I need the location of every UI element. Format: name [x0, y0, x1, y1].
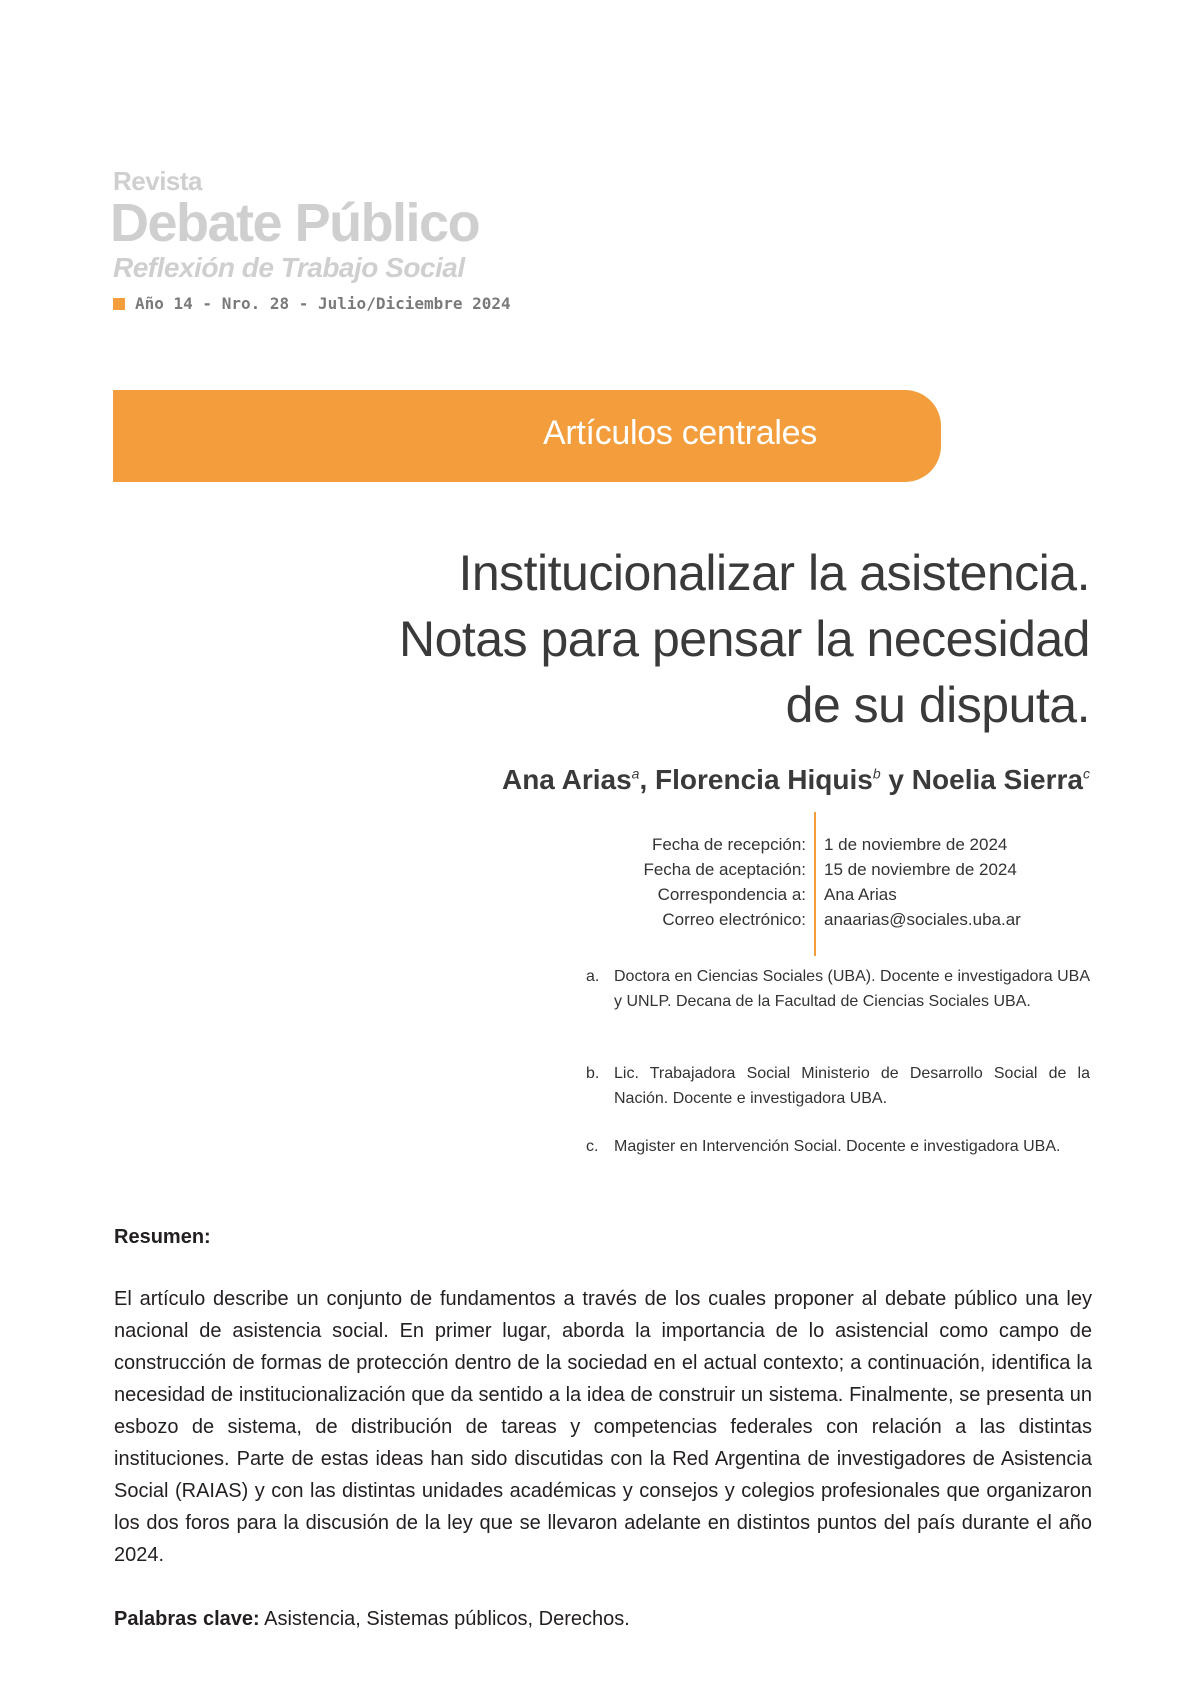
journal-revista-label: Revista [113, 166, 202, 196]
affiliation-b [586, 1061, 1090, 1111]
meta-value-accepted: 15 de noviembre de 2024 [824, 860, 1017, 879]
article-title [190, 540, 1090, 738]
meta-label-received: Fecha de recepción: [651, 835, 806, 854]
meta-label-email: Correo electrónico: [662, 910, 806, 929]
keywords [114, 1608, 630, 1631]
affiliation-a [586, 964, 1090, 1014]
journal-name: Debate Público [110, 193, 480, 253]
keywords-label: Palabras clave: [114, 1608, 260, 1630]
affiliation-text: Lic. Trabajadora Social Ministerio de Desarrollo Social de la Nación. Docente e investigadora UBA. [614, 1065, 1090, 1107]
author-separator: , [639, 764, 656, 795]
affiliation-mark: b. [586, 1065, 600, 1082]
meta-divider [814, 812, 816, 956]
journal-issue: Año 14 - Nro. 28 - Julio/Diciembre 2024 [135, 294, 511, 313]
abstract-heading: Resumen: [114, 1226, 211, 1248]
meta-labels [560, 832, 806, 932]
author-name: Florencia Hiquis [655, 764, 873, 795]
section-banner-label: Artículos centrales [543, 414, 817, 452]
meta-value-correspondence: Ana Arias [824, 885, 897, 904]
meta-label-correspondence: Correspondencia a: [657, 885, 806, 904]
abstract-body: El artículo describe un conjunto de fundamentos a través de los cuales proponer al debate público una ley nacional de asistencia social. En primer lugar, aborda la importancia de lo asistencial como campo de construcción de formas de protección dentro de la sociedad en el actual contexto; a continuación, identifica la necesidad de institucionalización que da sentido a la idea de construir un sistema. Finalmente, se presenta un esbozo de sistema, de distribución de tareas y competencias federales con relación a las distintas instituciones. Parte de estas ideas han sido discutidas con la Red Argentina de investigadores de Asistencia Social (RAIAS) y con las distintas unidades académicas y consejos y colegios profesionales que organizaron los dos foros para la discusión de la ley que se llevaron adelante en distintos puntos del país durante el año 2024. [114, 1288, 1092, 1566]
journal-subtitle: Reflexión de Trabajo Social [113, 252, 465, 283]
affiliation-text: Magister en Intervención Social. Docente e investigadora UBA. [614, 1138, 1061, 1155]
author-name: Ana Arias [501, 764, 632, 795]
meta-label-accepted: Fecha de aceptación: [643, 860, 806, 879]
affiliation-mark: c. [586, 1138, 599, 1155]
section-banner [113, 390, 941, 482]
keywords-values: Asistencia, Sistemas públicos, Derechos. [264, 1608, 630, 1630]
author-mark: c [1083, 765, 1090, 782]
affiliation-c [586, 1134, 1090, 1159]
meta-values [824, 832, 1021, 932]
article-title-line: Institucionalizar la asistencia. [458, 545, 1090, 601]
article-title-line: Notas para pensar la necesidad [398, 611, 1090, 667]
meta-value-received: 1 de noviembre de 2024 [824, 835, 1008, 854]
orange-square-icon [113, 298, 125, 310]
article-authors [502, 766, 1090, 794]
author-mark: b [872, 765, 881, 782]
meta-value-email[interactable]: anaarias@sociales.uba.ar [824, 910, 1021, 929]
author-name: Noelia Sierra [911, 764, 1083, 795]
journal-issue-line [113, 296, 511, 312]
author-separator: y [880, 764, 912, 795]
affiliation-text: Doctora en Ciencias Sociales (UBA). Docente e investigadora UBA y UNLP. Decana de la Facultad de Ciencias Sociales UBA. [614, 968, 1090, 1010]
affiliation-mark: a. [586, 968, 600, 985]
author-mark: a [631, 765, 640, 782]
article-title-line: de su disputa. [785, 677, 1090, 733]
